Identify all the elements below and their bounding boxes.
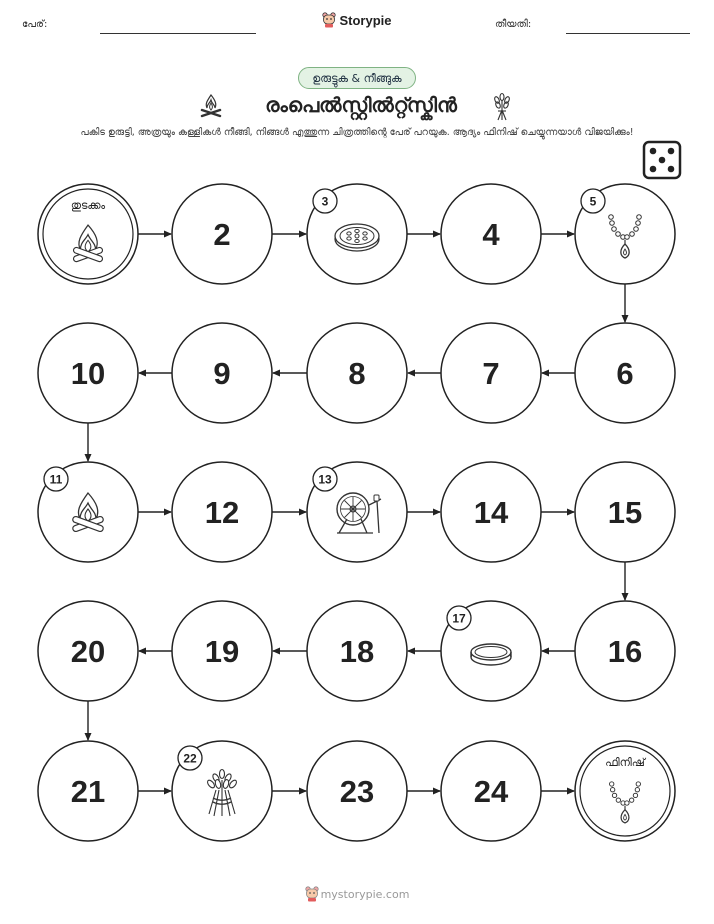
- activity-badge: ഉരുട്ടുക & നീങ്ങുക: [298, 67, 416, 89]
- cell-number: 2: [213, 217, 231, 252]
- board-cell-3[interactable]: [307, 184, 407, 284]
- board-cell-4[interactable]: [441, 184, 541, 284]
- board-cell-24[interactable]: [441, 741, 541, 841]
- board-cell-11[interactable]: [38, 462, 138, 562]
- cell-number: 23: [339, 774, 375, 809]
- cell-number: 9: [213, 356, 231, 391]
- board-cell-13[interactable]: [307, 462, 407, 562]
- board-cell-18[interactable]: [307, 601, 407, 701]
- board-cell-5[interactable]: [575, 184, 675, 284]
- footer: [0, 886, 714, 902]
- cell-number-badge: 3: [321, 194, 329, 209]
- finish-cell[interactable]: [575, 741, 675, 841]
- cell-number: 4: [482, 217, 500, 252]
- board-cell-23[interactable]: [307, 741, 407, 841]
- date-label: തീയതി:: [495, 19, 532, 30]
- cell-number: 6: [616, 356, 634, 391]
- footer-url: mystorypie.com: [320, 888, 410, 901]
- cell-number-badge: 17: [452, 611, 466, 626]
- cell-number: 8: [348, 356, 366, 391]
- cell-number-badge: 13: [318, 472, 332, 487]
- cell-number-badge: 5: [589, 194, 597, 209]
- page-title: രംപെൽസ്റ്റിൽറ്റ്സ്കിൻ: [265, 93, 457, 117]
- board-cell-17[interactable]: [441, 601, 541, 701]
- cell-number: 20: [70, 634, 106, 669]
- board-cell-22[interactable]: [172, 741, 272, 841]
- cell-number: 12: [204, 495, 240, 530]
- cell-number: 24: [473, 774, 509, 809]
- board-cell-19[interactable]: [172, 601, 272, 701]
- name-label: പേര്:: [22, 19, 48, 30]
- board-cell-21[interactable]: [38, 741, 138, 841]
- start-label: തുടക്കം: [70, 199, 106, 212]
- board-cell-8[interactable]: [307, 323, 407, 423]
- start-cell[interactable]: [38, 184, 138, 284]
- board-cell-6[interactable]: [575, 323, 675, 423]
- brand-name: Storypie: [339, 13, 392, 28]
- cell-number: 19: [204, 634, 240, 669]
- finish-label: ഫിനിഷ്: [605, 756, 645, 769]
- cell-number: 21: [70, 774, 106, 809]
- board-cell-16[interactable]: [575, 601, 675, 701]
- board-cell-2[interactable]: [172, 184, 272, 284]
- cell-number-badge: 11: [49, 472, 63, 487]
- board-cell-15[interactable]: [575, 462, 675, 562]
- board-cell-14[interactable]: [441, 462, 541, 562]
- instructions-text: പകിട ഉരുട്ടി, അത്രയും കള്ളികൾ നീങ്ങി, നിങ്ങൾ എത്തുന്ന ചിത്രത്തിന്റെ പേര് പറയുക. ആദ്യം ഫിനിഷ് ചെയ്യുന്നയാൾ വിജയിക്കും!: [80, 127, 634, 138]
- cell-number: 15: [607, 495, 643, 530]
- button-icon: [335, 224, 379, 251]
- cell-number: 7: [482, 356, 500, 391]
- storypie-mascot-icon: [305, 886, 319, 902]
- board-cell-10[interactable]: [38, 323, 138, 423]
- cell-number: 14: [473, 495, 509, 530]
- board-cell-12[interactable]: [172, 462, 272, 562]
- board-cell-7[interactable]: [441, 323, 541, 423]
- board-cell-9[interactable]: [172, 323, 272, 423]
- cell-number-badge: 22: [183, 751, 197, 766]
- cell-number: 16: [607, 634, 643, 669]
- board-cell-20[interactable]: [38, 601, 138, 701]
- cell-number: 10: [70, 356, 106, 391]
- cell-number: 18: [339, 634, 375, 669]
